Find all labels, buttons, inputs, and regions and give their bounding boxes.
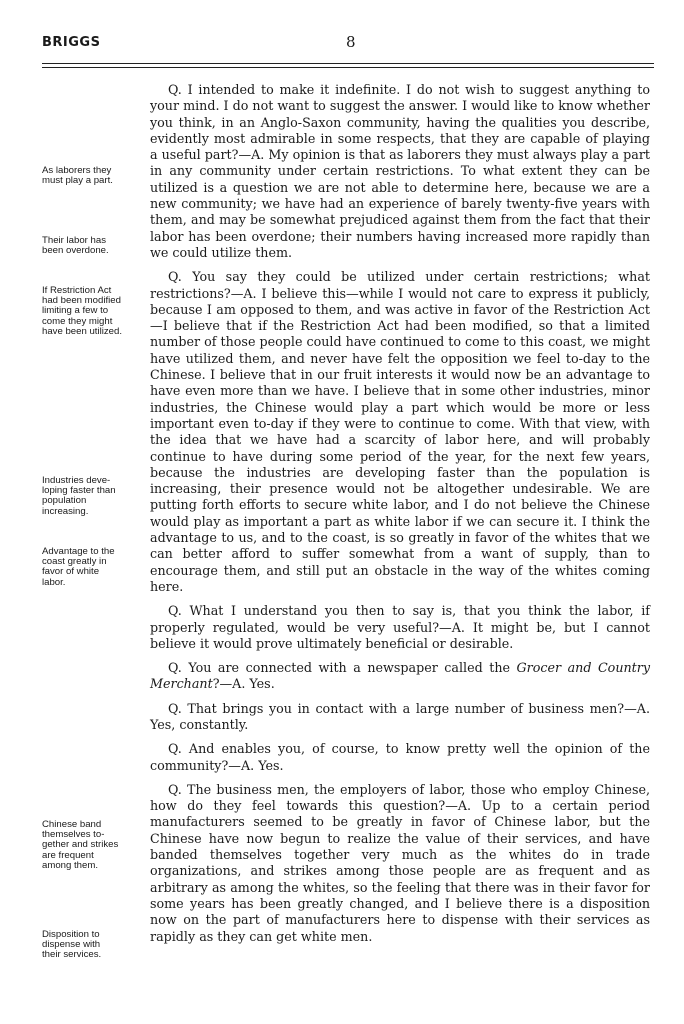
paragraph-6: Q. And enables you, of course, to know pretty well the opinion of the community?—A. Yes.: [150, 741, 650, 773]
paragraph-4-after: ?—A. Yes.: [212, 676, 275, 692]
sidenote-industries: Industries deve- loping faster than population increasing.: [42, 475, 116, 517]
sidenote-chinese-band: Chinese band themselves to- gether and strikes are frequent among them.: [42, 819, 119, 871]
paragraph-5: Q. That brings you in contact with a large number of business men?—A. Yes, constantly.: [150, 700, 650, 732]
sidenote-advantage: Advantage to the coast greatly in favor of white labor.: [42, 546, 115, 588]
paragraph-7: Q. The business men, the employers of labor, those who employ Chinese, how do they feel towards this question?—A. Up to a certain period manufacturers seemed to be greatly in favor of Chinese labor, but the Chinese have now begun to realize the value of their services, and have banded themselves together very much as the whites do in trade organizations, and strikes among those people are as frequent and as arbitrary as among the whites, so the feeling that there was in their favor for some years has been greatly changed, and I believe there is a disposition now on the part of manufacturers here to dispense with their services as rapidly as they can get white men.: [150, 781, 650, 944]
page-number: 8: [346, 33, 356, 51]
paragraph-4: [150, 660, 650, 693]
sidenote-restriction-act: If Restriction Act had been modified limiting a few to come they might have been utilized.: [42, 285, 123, 337]
sidenote-laborers: As laborers they must play a part.: [42, 165, 113, 187]
paragraph-4-before: Q. You are connected with a newspaper called the: [168, 660, 517, 676]
newspaper-title: Grocer and Country Merchant: [150, 660, 650, 692]
running-head: BRIGGS: [42, 35, 101, 50]
paragraph-1: Q. I intended to make it indefinite. I do not wish to suggest anything to your mind. I do not want to suggest the answer. I would like to know whether you think, in an Anglo-Saxon community, having the qualities you describe, evidently most admirable in some respects, that they are capable of playing a useful part?—A. My opinion is that as laborers they must always play a part in any community under certain restrictions. To what extent they can be utilized is a question we are not able to determine here, because we are a new community; we have had an experience of barely twenty-five years with them, and may be somewhat prejudiced against them from the fact that their labor has been overdone; their numbers having increased more rapidly than we could utilize them.: [150, 82, 650, 260]
sidenote-labor-overdone: Their labor has been overdone.: [42, 235, 109, 257]
paragraph-3: Q. What I understand you then to say is, that you think the labor, if properly regulated, would be very useful?—A. It might be, but I cannot believe it would prove ultimately beneficial or desirable.: [150, 603, 650, 651]
body-text: [150, 82, 650, 945]
header-rule-inner: [42, 67, 654, 68]
paragraph-2: Q. You say they could be utilized under certain restrictions; what restrictions?—A. I believe this—while I would not care to express it publicly, because I am opposed to them, and was active in favor of the Restriction Act—I believe that if the Restriction Act had been modified, so that a limited number of those people could have continued to come to this coast, we might have utilized them, and never have felt the opposition we feel to-day to the Chinese. I believe that in our fruit interests it would now be an advantage to have even more than we have. I believe that in some other industries, minor industries, the Chinese would play a part which would be more or less important even to-day if they were to continue to come. With that view, with the idea that we have had a scarcity of labor here, and will probably continue to have during some period of the year, for the next few years, because the industries are developing faster than the population is increasing, their presence would not be altogether undesirable. We are putting forth efforts to secure white labor, and I do not believe the Chinese would play as important a part as white labor if we can secure it. I think the advantage to us, and to the coast, is so greatly in favor of the whites that we can better afford to suffer somewhat from a want of supply, than to encourage them, and still put an obstacle in the way of the whites coming here.: [150, 269, 650, 594]
header-rule: [42, 63, 654, 64]
sidenote-disposition: Disposition to dispense with their services.: [42, 929, 102, 961]
